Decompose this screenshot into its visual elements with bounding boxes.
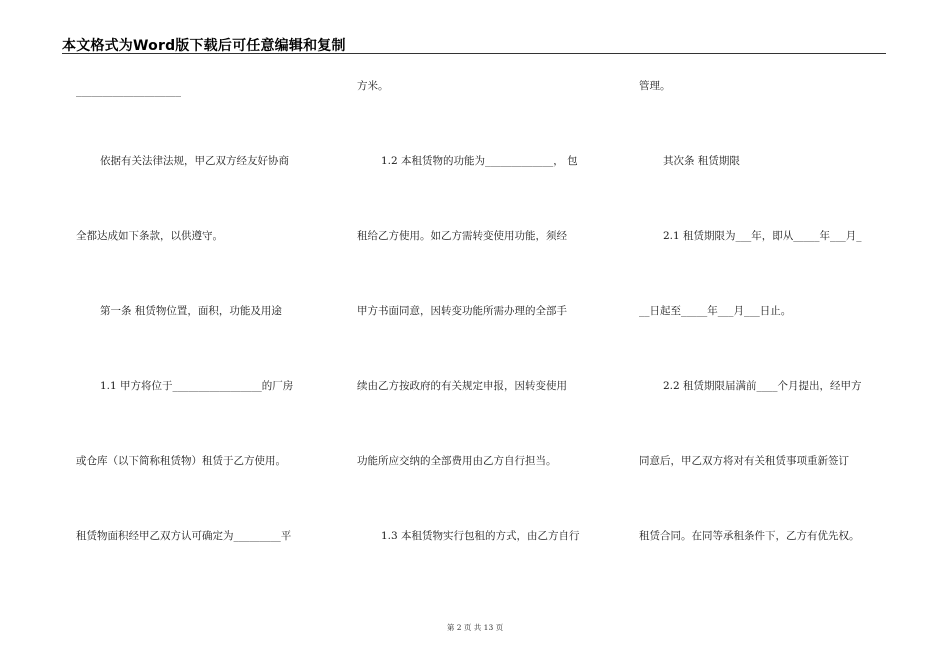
text-line: 第一条 租赁物位置，面积，功能及用途: [100, 305, 282, 317]
text-line: 甲方书面同意，因转变功能所需办理的全部手: [357, 305, 567, 317]
text-line: 方米。: [357, 80, 389, 92]
text-line: 全都达成如下条款，以供遵守。: [76, 230, 223, 242]
text-line: 租赁物面积经甲乙双方认可确定为_________平: [76, 530, 292, 542]
text-line: 2.2 租赁期限届满前____个月提出，经甲方: [663, 380, 862, 392]
document-header-title: 本文格式为Word版下载后可任意编辑和复制: [62, 38, 346, 54]
page-indicator: 第 2 页 共 13 页: [446, 623, 504, 632]
text-line: 1.2 本租赁物的功能为_____________， 包: [381, 155, 578, 167]
text-line: 租赁合同。在同等承租条件下，乙方有优先权。: [639, 530, 860, 542]
text-line: 管理。: [639, 80, 671, 92]
text-line: 1.3 本租赁物实行包租的方式，由乙方自行: [381, 530, 580, 542]
text-line: 或仓库（以下简称租赁物）租赁于乙方使用。: [76, 455, 286, 467]
text-line: 2.1 租赁期限为___年，即从_____年___月_: [663, 230, 862, 242]
header-divider: [62, 53, 886, 54]
text-line: ____________________: [76, 85, 181, 97]
text-line: 续由乙方按政府的有关规定申报，因转变使用: [357, 380, 567, 392]
text-line: 租给乙方使用。如乙方需转变使用功能，须经: [357, 230, 567, 242]
text-line: 同意后，甲乙双方将对有关租赁事项重新签订: [639, 455, 849, 467]
text-line: 其次条 租赁期限: [663, 155, 740, 167]
text-line: 依据有关法律法规，甲乙双方经友好协商: [100, 155, 289, 167]
text-line: __日起至_____年___月___日止。: [639, 305, 792, 317]
text-line: 1.1 甲方将位于_________________的厂房: [100, 380, 294, 392]
text-line: 功能所应交纳的全部费用由乙方自行担当。: [357, 455, 557, 467]
